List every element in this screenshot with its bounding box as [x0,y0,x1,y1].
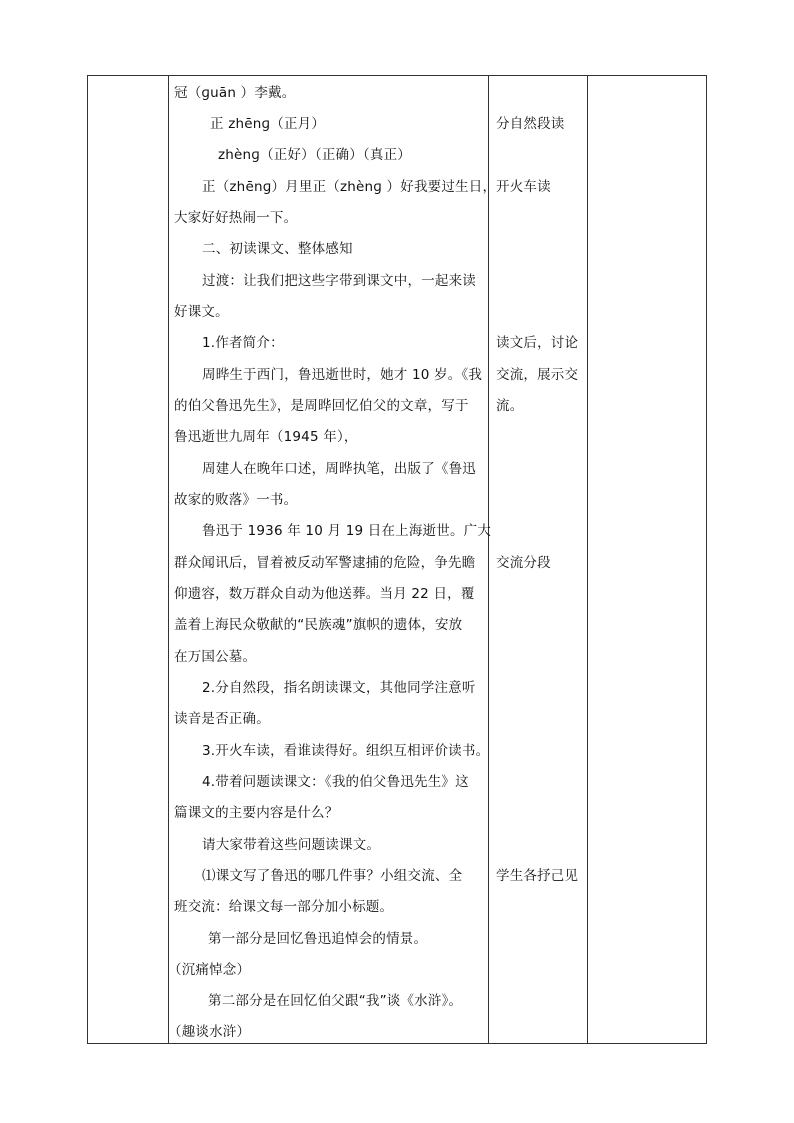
content-line: 的伯父鲁迅先生》，是周晔回忆伯父的文章，写于 [174,398,469,414]
activity-line: 读文后，讨论 [496,335,579,351]
content-line: 第二部分是在回忆伯父跟“我”谈《水浒》。 [208,993,463,1009]
column-divider [488,76,489,1043]
content-line: 故家的败落》一书。 [174,492,298,508]
content-line: 鲁迅逝世九周年（1945 年）， [174,429,358,445]
content-line: 在万国公墓。 [174,649,257,665]
content-line: 正 zhēnɡ（正月） [210,116,326,132]
content-line: 周晔生于西门，鲁迅逝世时，她才 10 岁。《我 [202,367,483,383]
activity-line: 交流分段 [496,555,551,571]
content-line: 2.分自然段，指名朗读课文，其他同学注意听 [202,680,476,696]
lesson-table [87,75,707,1044]
content-line: 大家好好热闹一下。 [174,210,298,226]
content-line: 冠（ɡuān ）李戴。 [174,85,296,101]
content-line: zhènɡ（正好）（正确）（真正） [218,147,411,163]
content-line: 请大家带着这些问题读课文。 [202,837,381,853]
content-line: （沉痛悼念） [168,962,251,978]
content-heading: 二、初读课文、整体感知 [202,241,353,257]
content-line: 第一部分是回忆鲁迅追悼会的情景。 [208,931,428,947]
content-line: 篇课文的主要内容是什么？ [174,805,339,821]
content-line: 群众闻讯后，冒着被反动军警逮捕的危险，争先瞻 [174,555,476,571]
activity-line: 流。 [496,398,524,414]
content-line: ⑴课文写了鲁迅的哪几件事？小组交流、全 [202,868,463,884]
column-divider [168,76,169,1043]
content-line: （趣谈水浒） [168,1024,251,1040]
activity-line: 开火车读 [496,179,551,195]
content-line: 正（zhēnɡ）月里正（zhènɡ ）好我要过生日， [202,179,497,195]
content-line: 盖着上海民众敬献的“民族魂”旗帜的遗体，安放 [174,617,463,633]
column-divider [587,76,588,1043]
content-line: 1.作者简介： [202,335,284,351]
activity-line: 交流，展示交 [496,367,579,383]
content-line: 周建人在晚年口述，周晔执笔，出版了《鲁迅 [202,461,476,477]
content-line: 3.开火车读，看谁读得好。组织互相评价读书。 [202,743,490,759]
activity-line: 分自然段读 [496,116,565,132]
content-line: 读音是否正确。 [174,711,270,727]
content-line: 仰遗容，数万群众自动为他送葬。当月 22 日，覆 [174,586,475,602]
content-line: 4.带着问题读课文：《我的伯父鲁迅先生》这 [202,774,469,790]
content-line: 班交流：给课文每一部分加小标题。 [174,899,394,915]
content-line: 鲁迅于 1936 年 10 月 19 日在上海逝世。广大 [202,523,492,539]
content-line: 过渡：让我们把这些字带到课文中，一起来读 [202,273,476,289]
activity-line: 学生各抒己见 [496,868,579,884]
content-line: 好课文。 [174,304,229,320]
